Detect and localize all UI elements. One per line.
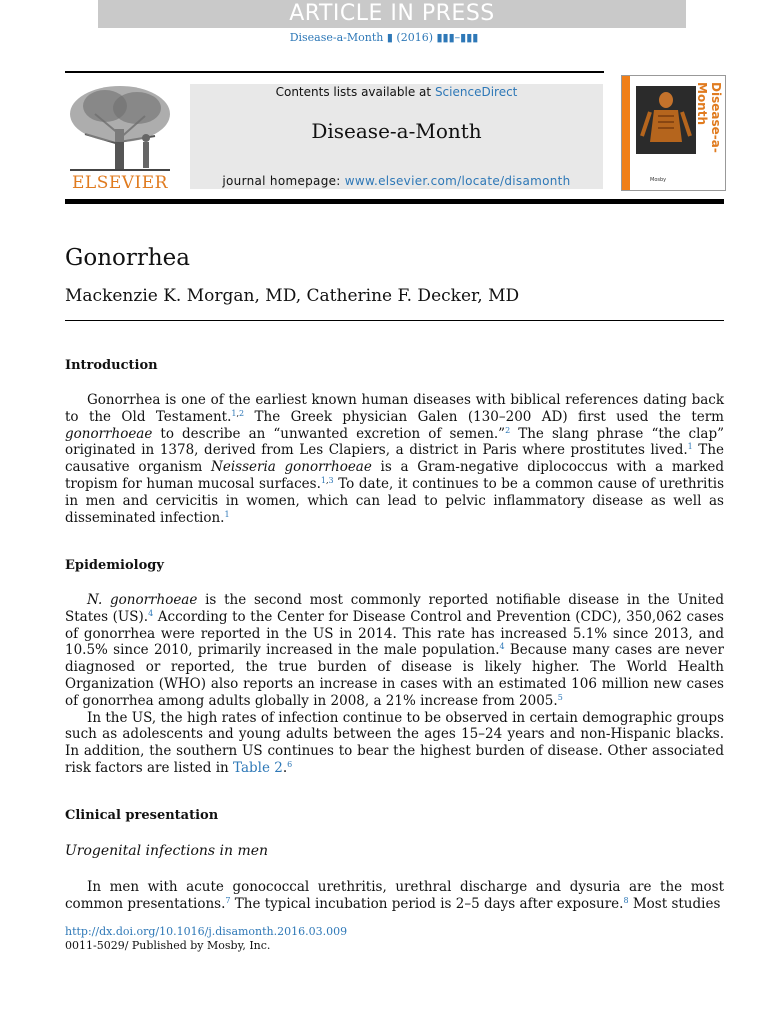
article-title: Gonorrhea: [65, 245, 191, 271]
reference-link[interactable]: 6: [287, 759, 293, 769]
title-divider: [65, 320, 724, 321]
section-heading-clinical-presentation: Clinical presentation: [65, 808, 219, 823]
journal-cover-thumbnail[interactable]: [621, 75, 726, 191]
cover-publisher-mark: Mosby: [650, 177, 667, 183]
cover-journal-title: Disease-a-Month: [695, 82, 723, 153]
cover-anatomy-image-icon: [636, 86, 696, 154]
table-2-link[interactable]: Table 2: [233, 759, 283, 776]
reference-link[interactable]: 8: [623, 895, 629, 905]
copyright-line: 0011-5029/ Published by Mosby, Inc.: [65, 939, 271, 952]
header-bottom-rule: [65, 199, 724, 204]
epidemiology-paragraph-2: In the US, the high rates of infection continue to be observed in certain demographic groups such as adolescents and young adults between the ages 15–24 years and non-Hispanic blacks. In addition, the southern US continues to bear the highest burden of disease. Other associated risk factors are listed in Table 2.$^6$: [65, 709, 724, 776]
contents-lists-line: [190, 84, 603, 100]
introduction-body: [65, 392, 724, 526]
epidemiology-paragraph-1: N. gonorrhoeae is the second most commonly reported notifiable disease in the United States (US).$^4$ According to the Center for Disease Control and Prevention (CDC), 350,062 cases of gonorrhea were reported in the US in 2014. This rate has increased 5.1% since 2013, and 10.5% since 2010, primarily increased in the male population.$^4$ Because many cases are never diagnosed or reported, the true burden of disease is likely higher. The World Health Organization (WHO) also reports an increase in cases with an estimated 106 million new cases of gonorrhea among adults globally in 2008, a 21% increase from 2005.$^5$: [65, 592, 725, 709]
reference-link[interactable]: 7: [225, 895, 231, 905]
journal-homepage-link[interactable]: www.elsevier.com/locate/disamonth: [344, 174, 571, 188]
journal-citation-link[interactable]: Disease-a-Month ▮ (2016) ▮▮▮–▮▮▮: [289, 31, 479, 44]
reference-link[interactable]: 4: [148, 608, 154, 618]
article-authors: Mackenzie K. Morgan, MD, Catherine F. Decker, MD: [65, 286, 520, 306]
cover-orange-stripe: [622, 76, 630, 190]
homepage-prefix: journal homepage:: [222, 174, 345, 188]
header-top-rule: [65, 71, 604, 73]
reference-link[interactable]: 1: [231, 408, 237, 418]
section-heading-introduction: Introduction: [65, 358, 158, 373]
sciencedirect-link[interactable]: ScienceDirect: [434, 85, 518, 99]
reference-link[interactable]: 5: [557, 692, 563, 702]
reference-link[interactable]: 2: [505, 425, 511, 435]
clinical-body: [65, 879, 724, 913]
article-in-press-banner: ARTICLE IN PRESS: [98, 0, 686, 28]
clinical-paragraph: In men with acute gonococcal urethritis, urethral discharge and dysuria are the most common presentations.$^7$ The typical incubation period is 2–5 days after exposure.$^8$ Most studies: [65, 879, 724, 912]
elsevier-wordmark: ELSEVIER: [72, 173, 168, 193]
journal-title: Disease-a-Month: [311, 119, 482, 143]
subsection-heading-urogenital-men: Urogenital infections in men: [65, 843, 269, 859]
reference-link[interactable]: 1: [687, 442, 693, 452]
reference-link[interactable]: 2: [239, 408, 245, 418]
journal-homepage-line: [190, 173, 603, 189]
doi-link[interactable]: http://dx.doi.org/10.1016/j.disamonth.2016.03.009: [65, 925, 348, 938]
reference-link[interactable]: 4: [499, 642, 505, 652]
epidemiology-body: [65, 592, 724, 777]
section-heading-epidemiology: Epidemiology: [65, 558, 164, 573]
reference-link[interactable]: 3: [328, 475, 334, 485]
contents-prefix: Contents lists available at: [275, 85, 435, 99]
reference-link[interactable]: 1: [224, 509, 230, 519]
reference-link[interactable]: 1: [320, 475, 326, 485]
introduction-paragraph: Gonorrhea is one of the earliest known human diseases with biblical references dating back to the Old Testament.$^{1,2}$ The Greek physician Galen (130–200 AD) first used the term gonorrhoeae to describe an “unwanted excretion of semen.”$^2$ The slang phrase “the clap” originated in 1378, derived from Les Clapiers, a district in Paris where prostitutes lived.$^1$ The causative organism Neisseria gonorrhoeae is a Gram-negative diplococcus with a marked tropism for human mucosal surfaces.$^{1,3}$ To date, it continues to be a common cause of urethritis in men and cervicitis in women, which can lead to pelvic inflammatory disease as well as disseminated infection.$^1$: [65, 392, 725, 526]
